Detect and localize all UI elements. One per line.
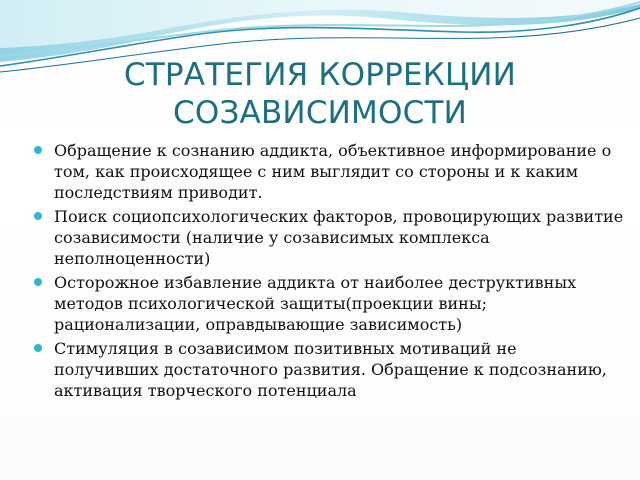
bullet-text: Осторожное избавление аддикта от наиболее деструктивных методов психологической защиты(проекции вины; рационализации, оправдывающие зависимость) xyxy=(54,273,577,334)
bullet-item xyxy=(34,272,624,335)
slide-title xyxy=(20,56,620,132)
slide-title-line-2: СОЗАВИСИМОСТИ xyxy=(173,95,467,131)
bullet-dot-icon xyxy=(34,146,42,154)
bullet-text: Поиск социопсихологических факторов, провоцирующих развитие созависимости (наличие у созависимых комплекса неполноценности) xyxy=(54,207,624,268)
bullet-text: Обращение к сознанию аддикта, объективное информирование о том, как происходящее с ним выглядит со стороны и к каким последствиям приводит. xyxy=(54,141,612,202)
bullet-dot-icon xyxy=(34,212,42,220)
bullet-item xyxy=(34,206,624,269)
bullet-dot-icon xyxy=(34,344,42,352)
bullet-item xyxy=(34,140,624,203)
slide-title-line-1: СТРАТЕГИЯ КОРРЕКЦИИ xyxy=(123,57,517,93)
bullet-list xyxy=(34,140,624,404)
bullet-dot-icon xyxy=(34,278,42,286)
bullet-item xyxy=(34,338,624,401)
bullet-text: Стимуляция в созависимом позитивных мотиваций не получивших достаточного развития. Обращение к подсознанию, активация творческого потенциала xyxy=(54,339,607,400)
